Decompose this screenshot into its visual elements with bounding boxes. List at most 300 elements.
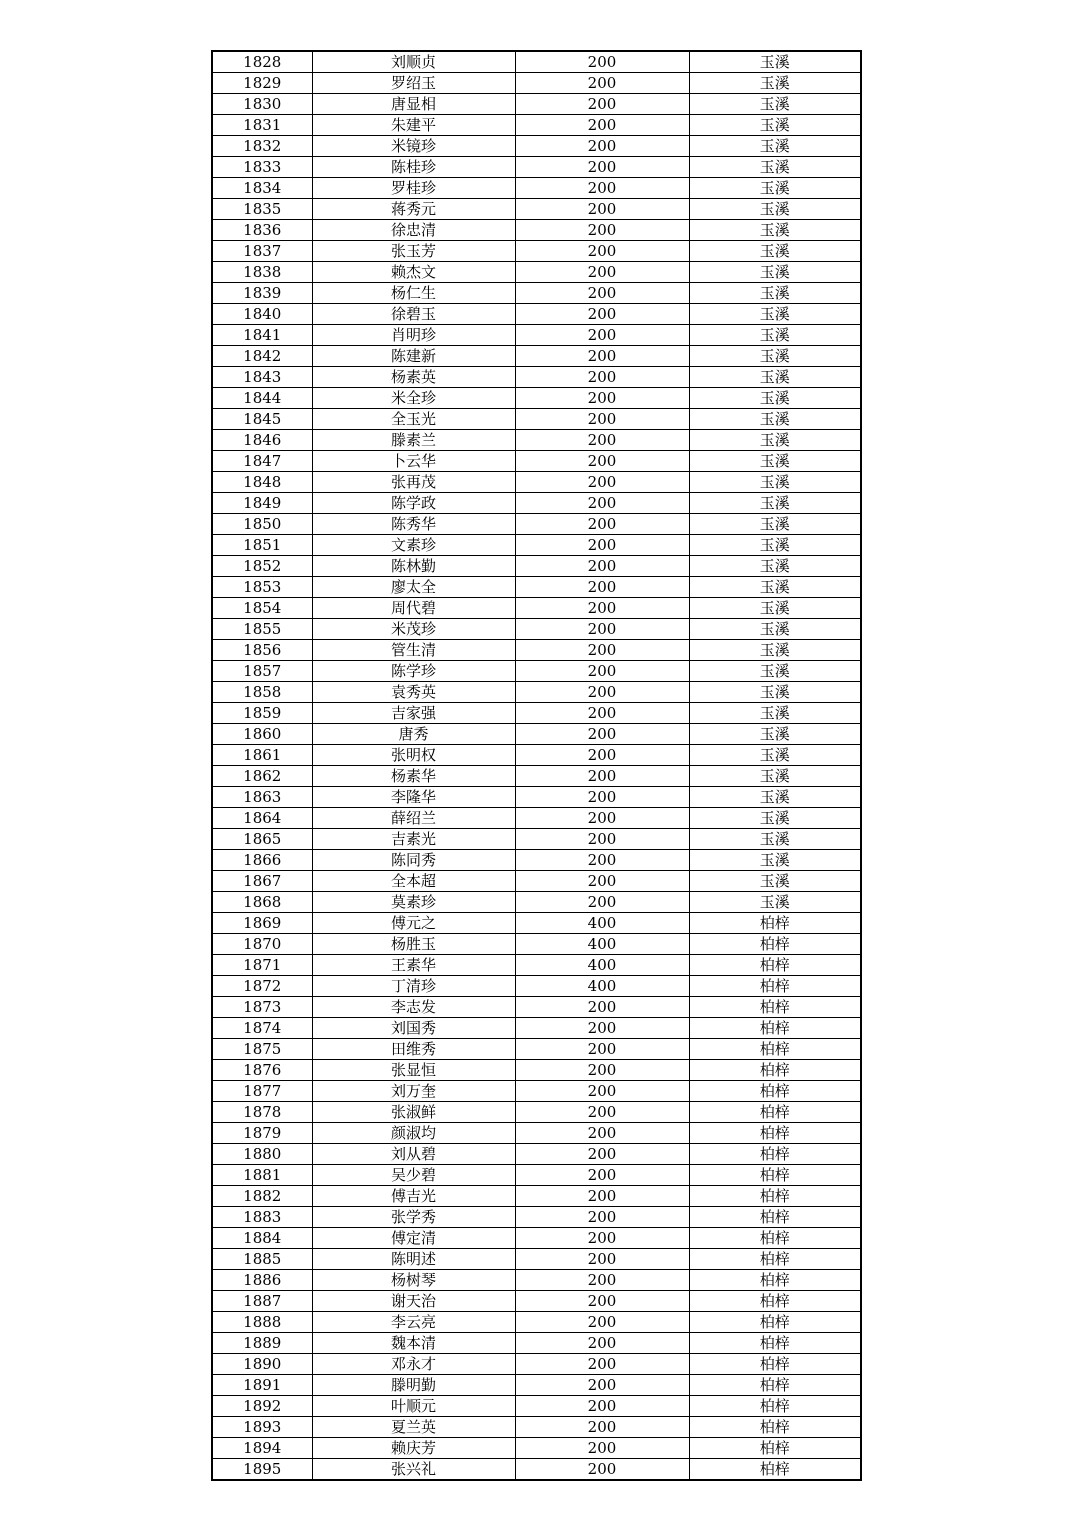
town-cell: 柏梓: [689, 913, 861, 934]
town-cell: 柏梓: [689, 1459, 861, 1481]
name-cell: 米镜珍: [312, 136, 515, 157]
row-number-cell: 1835: [212, 199, 312, 220]
name-cell: 叶顺元: [312, 1396, 515, 1417]
town-cell: 玉溪: [689, 703, 861, 724]
name-cell: 米茂珍: [312, 619, 515, 640]
row-number-cell: 1883: [212, 1207, 312, 1228]
row-number-cell: 1895: [212, 1459, 312, 1481]
name-cell: 李云亮: [312, 1312, 515, 1333]
amount-cell: 200: [515, 682, 689, 703]
row-number-cell: 1879: [212, 1123, 312, 1144]
name-cell: 邓永才: [312, 1354, 515, 1375]
amount-cell: 200: [515, 1354, 689, 1375]
amount-cell: 200: [515, 1459, 689, 1481]
town-cell: 玉溪: [689, 451, 861, 472]
name-cell: 杨仁生: [312, 283, 515, 304]
name-cell: 颜淑均: [312, 1123, 515, 1144]
table-row: [212, 1144, 861, 1165]
amount-cell: 200: [515, 325, 689, 346]
amount-cell: 200: [515, 514, 689, 535]
row-number-cell: 1873: [212, 997, 312, 1018]
name-cell: 张再茂: [312, 472, 515, 493]
name-cell: 刘万奎: [312, 1081, 515, 1102]
amount-cell: 200: [515, 871, 689, 892]
town-cell: 玉溪: [689, 535, 861, 556]
amount-cell: 200: [515, 619, 689, 640]
town-cell: 柏梓: [689, 934, 861, 955]
table-row: [212, 1228, 861, 1249]
name-cell: 陈林勤: [312, 556, 515, 577]
row-number-cell: 1865: [212, 829, 312, 850]
row-number-cell: 1839: [212, 283, 312, 304]
table-row: [212, 1396, 861, 1417]
amount-cell: 200: [515, 829, 689, 850]
town-cell: 柏梓: [689, 1417, 861, 1438]
table-row: [212, 745, 861, 766]
town-cell: 玉溪: [689, 115, 861, 136]
row-number-cell: 1874: [212, 1018, 312, 1039]
amount-cell: 200: [515, 661, 689, 682]
row-number-cell: 1855: [212, 619, 312, 640]
town-cell: 柏梓: [689, 1354, 861, 1375]
town-cell: 柏梓: [689, 1081, 861, 1102]
town-cell: 玉溪: [689, 283, 861, 304]
table-row: [212, 1249, 861, 1270]
name-cell: 杨素华: [312, 766, 515, 787]
name-cell: 罗桂珍: [312, 178, 515, 199]
town-cell: 玉溪: [689, 787, 861, 808]
amount-cell: 200: [515, 1102, 689, 1123]
row-number-cell: 1890: [212, 1354, 312, 1375]
row-number-cell: 1862: [212, 766, 312, 787]
amount-cell: 200: [515, 1039, 689, 1060]
row-number-cell: 1838: [212, 262, 312, 283]
table-row: [212, 1375, 861, 1396]
row-number-cell: 1869: [212, 913, 312, 934]
amount-cell: 200: [515, 787, 689, 808]
table-row: [212, 1039, 861, 1060]
amount-cell: 200: [515, 178, 689, 199]
town-cell: 玉溪: [689, 220, 861, 241]
row-number-cell: 1889: [212, 1333, 312, 1354]
row-number-cell: 1833: [212, 157, 312, 178]
amount-cell: 200: [515, 493, 689, 514]
table-row: [212, 682, 861, 703]
town-cell: 玉溪: [689, 409, 861, 430]
amount-cell: 200: [515, 1396, 689, 1417]
town-cell: 玉溪: [689, 136, 861, 157]
table-row: [212, 514, 861, 535]
amount-cell: 200: [515, 1375, 689, 1396]
town-cell: 玉溪: [689, 199, 861, 220]
amount-cell: 200: [515, 535, 689, 556]
town-cell: 柏梓: [689, 1207, 861, 1228]
amount-cell: 200: [515, 241, 689, 262]
town-cell: 玉溪: [689, 745, 861, 766]
name-cell: 李志发: [312, 997, 515, 1018]
amount-cell: 200: [515, 1018, 689, 1039]
name-cell: 张显恒: [312, 1060, 515, 1081]
name-cell: 周代碧: [312, 598, 515, 619]
town-cell: 玉溪: [689, 808, 861, 829]
town-cell: 玉溪: [689, 346, 861, 367]
name-cell: 夏兰英: [312, 1417, 515, 1438]
name-cell: 袁秀英: [312, 682, 515, 703]
town-cell: 柏梓: [689, 1186, 861, 1207]
amount-cell: 200: [515, 1333, 689, 1354]
row-number-cell: 1893: [212, 1417, 312, 1438]
name-cell: 陈桂珍: [312, 157, 515, 178]
town-cell: 玉溪: [689, 472, 861, 493]
town-cell: 柏梓: [689, 1291, 861, 1312]
amount-cell: 200: [515, 1186, 689, 1207]
table-row: [212, 1102, 861, 1123]
amount-cell: 200: [515, 346, 689, 367]
row-number-cell: 1849: [212, 493, 312, 514]
table-body: [212, 51, 861, 1480]
amount-cell: 200: [515, 136, 689, 157]
name-cell: 李隆华: [312, 787, 515, 808]
row-number-cell: 1877: [212, 1081, 312, 1102]
name-cell: 王素华: [312, 955, 515, 976]
name-cell: 魏本清: [312, 1333, 515, 1354]
town-cell: 玉溪: [689, 619, 861, 640]
amount-cell: 200: [515, 1228, 689, 1249]
name-cell: 文素珍: [312, 535, 515, 556]
table-row: [212, 619, 861, 640]
name-cell: 杨树琴: [312, 1270, 515, 1291]
table-row: [212, 1123, 861, 1144]
town-cell: 柏梓: [689, 1039, 861, 1060]
table-row: [212, 346, 861, 367]
name-cell: 朱建平: [312, 115, 515, 136]
name-cell: 赖庆芳: [312, 1438, 515, 1459]
name-cell: 管生清: [312, 640, 515, 661]
town-cell: 玉溪: [689, 367, 861, 388]
town-cell: 柏梓: [689, 1144, 861, 1165]
name-cell: 陈建新: [312, 346, 515, 367]
name-cell: 陈学珍: [312, 661, 515, 682]
row-number-cell: 1888: [212, 1312, 312, 1333]
town-cell: 玉溪: [689, 724, 861, 745]
row-number-cell: 1891: [212, 1375, 312, 1396]
name-cell: 杨胜玉: [312, 934, 515, 955]
town-cell: 玉溪: [689, 577, 861, 598]
town-cell: 柏梓: [689, 1249, 861, 1270]
town-cell: 柏梓: [689, 1438, 861, 1459]
name-cell: 谢天治: [312, 1291, 515, 1312]
row-number-cell: 1882: [212, 1186, 312, 1207]
amount-cell: 200: [515, 1060, 689, 1081]
town-cell: 柏梓: [689, 1270, 861, 1291]
town-cell: 玉溪: [689, 241, 861, 262]
amount-cell: 200: [515, 1123, 689, 1144]
name-cell: 吉素光: [312, 829, 515, 850]
name-cell: 傅吉光: [312, 1186, 515, 1207]
amount-cell: 200: [515, 115, 689, 136]
name-cell: 丁清珍: [312, 976, 515, 997]
table-row: [212, 1081, 861, 1102]
table-row: [212, 556, 861, 577]
town-cell: 柏梓: [689, 1396, 861, 1417]
table-row: [212, 178, 861, 199]
row-number-cell: 1848: [212, 472, 312, 493]
amount-cell: 400: [515, 934, 689, 955]
name-cell: 刘国秀: [312, 1018, 515, 1039]
row-number-cell: 1832: [212, 136, 312, 157]
name-cell: 傅元之: [312, 913, 515, 934]
row-number-cell: 1884: [212, 1228, 312, 1249]
row-number-cell: 1829: [212, 73, 312, 94]
table-row: [212, 241, 861, 262]
town-cell: 玉溪: [689, 304, 861, 325]
table-row: [212, 1291, 861, 1312]
row-number-cell: 1845: [212, 409, 312, 430]
name-cell: 陈同秀: [312, 850, 515, 871]
amount-cell: 200: [515, 766, 689, 787]
table-row: [212, 367, 861, 388]
amount-cell: 200: [515, 1438, 689, 1459]
row-number-cell: 1864: [212, 808, 312, 829]
town-cell: 玉溪: [689, 51, 861, 73]
name-cell: 陈秀华: [312, 514, 515, 535]
name-cell: 傅定清: [312, 1228, 515, 1249]
name-cell: 滕明勤: [312, 1375, 515, 1396]
amount-cell: 200: [515, 1081, 689, 1102]
amount-cell: 200: [515, 51, 689, 73]
name-cell: 张明权: [312, 745, 515, 766]
town-cell: 玉溪: [689, 73, 861, 94]
name-cell: 莫素珍: [312, 892, 515, 913]
table-row: [212, 1018, 861, 1039]
row-number-cell: 1863: [212, 787, 312, 808]
row-number-cell: 1872: [212, 976, 312, 997]
name-cell: 徐忠清: [312, 220, 515, 241]
row-number-cell: 1834: [212, 178, 312, 199]
row-number-cell: 1852: [212, 556, 312, 577]
table-row: [212, 283, 861, 304]
table-row: [212, 1459, 861, 1481]
name-cell: 吴少碧: [312, 1165, 515, 1186]
town-cell: 玉溪: [689, 661, 861, 682]
amount-cell: 200: [515, 892, 689, 913]
name-cell: 唐秀: [312, 724, 515, 745]
table-row: [212, 409, 861, 430]
row-number-cell: 1843: [212, 367, 312, 388]
amount-cell: 200: [515, 1291, 689, 1312]
town-cell: 玉溪: [689, 178, 861, 199]
table-row: [212, 976, 861, 997]
table-row: [212, 1417, 861, 1438]
table-row: [212, 388, 861, 409]
name-cell: 卜云华: [312, 451, 515, 472]
town-cell: 玉溪: [689, 829, 861, 850]
name-cell: 田维秀: [312, 1039, 515, 1060]
table-row: [212, 934, 861, 955]
table-row: [212, 829, 861, 850]
row-number-cell: 1885: [212, 1249, 312, 1270]
name-cell: 张玉芳: [312, 241, 515, 262]
row-number-cell: 1860: [212, 724, 312, 745]
row-number-cell: 1857: [212, 661, 312, 682]
row-number-cell: 1880: [212, 1144, 312, 1165]
row-number-cell: 1850: [212, 514, 312, 535]
amount-cell: 400: [515, 913, 689, 934]
amount-cell: 200: [515, 1249, 689, 1270]
table-row: [212, 1438, 861, 1459]
amount-cell: 200: [515, 724, 689, 745]
table-row: [212, 871, 861, 892]
name-cell: 陈学政: [312, 493, 515, 514]
row-number-cell: 1841: [212, 325, 312, 346]
table-row: [212, 73, 861, 94]
row-number-cell: 1842: [212, 346, 312, 367]
table-row: [212, 220, 861, 241]
town-cell: 玉溪: [689, 892, 861, 913]
amount-cell: 200: [515, 1312, 689, 1333]
table-row: [212, 598, 861, 619]
table-row: [212, 94, 861, 115]
row-number-cell: 1851: [212, 535, 312, 556]
amount-cell: 200: [515, 388, 689, 409]
table-row: [212, 157, 861, 178]
town-cell: 柏梓: [689, 1228, 861, 1249]
town-cell: 玉溪: [689, 325, 861, 346]
name-cell: 徐碧玉: [312, 304, 515, 325]
amount-cell: 200: [515, 451, 689, 472]
amount-cell: 200: [515, 220, 689, 241]
row-number-cell: 1853: [212, 577, 312, 598]
data-table: [211, 50, 862, 1481]
amount-cell: 200: [515, 472, 689, 493]
table-row: [212, 892, 861, 913]
amount-cell: 200: [515, 283, 689, 304]
row-number-cell: 1868: [212, 892, 312, 913]
town-cell: 玉溪: [689, 94, 861, 115]
town-cell: 玉溪: [689, 262, 861, 283]
amount-cell: 200: [515, 745, 689, 766]
row-number-cell: 1878: [212, 1102, 312, 1123]
town-cell: 玉溪: [689, 766, 861, 787]
town-cell: 柏梓: [689, 1102, 861, 1123]
amount-cell: 200: [515, 430, 689, 451]
town-cell: 柏梓: [689, 1123, 861, 1144]
town-cell: 柏梓: [689, 1165, 861, 1186]
town-cell: 柏梓: [689, 976, 861, 997]
amount-cell: 200: [515, 808, 689, 829]
table-row: [212, 640, 861, 661]
town-cell: 柏梓: [689, 1312, 861, 1333]
amount-cell: 200: [515, 577, 689, 598]
amount-cell: 200: [515, 157, 689, 178]
name-cell: 吉家强: [312, 703, 515, 724]
table-row: [212, 724, 861, 745]
name-cell: 罗绍玉: [312, 73, 515, 94]
name-cell: 肖明珍: [312, 325, 515, 346]
name-cell: 薛绍兰: [312, 808, 515, 829]
table-row: [212, 1060, 861, 1081]
table-row: [212, 808, 861, 829]
row-number-cell: 1856: [212, 640, 312, 661]
name-cell: 蒋秀元: [312, 199, 515, 220]
amount-cell: 200: [515, 556, 689, 577]
table-row: [212, 472, 861, 493]
table-row: [212, 577, 861, 598]
town-cell: 玉溪: [689, 556, 861, 577]
row-number-cell: 1871: [212, 955, 312, 976]
amount-cell: 200: [515, 1417, 689, 1438]
amount-cell: 200: [515, 640, 689, 661]
amount-cell: 200: [515, 703, 689, 724]
amount-cell: 200: [515, 409, 689, 430]
table-row: [212, 703, 861, 724]
amount-cell: 400: [515, 976, 689, 997]
name-cell: 杨素英: [312, 367, 515, 388]
table-row: [212, 136, 861, 157]
table-row: [212, 850, 861, 871]
table-row: [212, 493, 861, 514]
row-number-cell: 1861: [212, 745, 312, 766]
amount-cell: 200: [515, 1270, 689, 1291]
row-number-cell: 1875: [212, 1039, 312, 1060]
amount-cell: 200: [515, 367, 689, 388]
name-cell: 廖太全: [312, 577, 515, 598]
row-number-cell: 1887: [212, 1291, 312, 1312]
town-cell: 玉溪: [689, 871, 861, 892]
table-row: [212, 766, 861, 787]
table-row: [212, 661, 861, 682]
town-cell: 柏梓: [689, 1018, 861, 1039]
name-cell: 唐显相: [312, 94, 515, 115]
row-number-cell: 1828: [212, 51, 312, 73]
town-cell: 玉溪: [689, 598, 861, 619]
table-row: [212, 1312, 861, 1333]
amount-cell: 200: [515, 997, 689, 1018]
table-row: [212, 262, 861, 283]
name-cell: 全本超: [312, 871, 515, 892]
town-cell: 玉溪: [689, 850, 861, 871]
amount-cell: 200: [515, 94, 689, 115]
row-number-cell: 1854: [212, 598, 312, 619]
row-number-cell: 1837: [212, 241, 312, 262]
row-number-cell: 1870: [212, 934, 312, 955]
row-number-cell: 1881: [212, 1165, 312, 1186]
table-row: [212, 1354, 861, 1375]
town-cell: 玉溪: [689, 682, 861, 703]
town-cell: 柏梓: [689, 955, 861, 976]
name-cell: 滕素兰: [312, 430, 515, 451]
town-cell: 玉溪: [689, 493, 861, 514]
amount-cell: 200: [515, 304, 689, 325]
row-number-cell: 1876: [212, 1060, 312, 1081]
table-row: [212, 1270, 861, 1291]
table-row: [212, 1165, 861, 1186]
town-cell: 柏梓: [689, 1060, 861, 1081]
row-number-cell: 1846: [212, 430, 312, 451]
amount-cell: 200: [515, 73, 689, 94]
table-row: [212, 997, 861, 1018]
table-row: [212, 451, 861, 472]
amount-cell: 200: [515, 262, 689, 283]
town-cell: 柏梓: [689, 1375, 861, 1396]
table-row: [212, 1207, 861, 1228]
name-cell: 张淑鲜: [312, 1102, 515, 1123]
row-number-cell: 1867: [212, 871, 312, 892]
row-number-cell: 1859: [212, 703, 312, 724]
town-cell: 柏梓: [689, 1333, 861, 1354]
row-number-cell: 1830: [212, 94, 312, 115]
table-row: [212, 1186, 861, 1207]
